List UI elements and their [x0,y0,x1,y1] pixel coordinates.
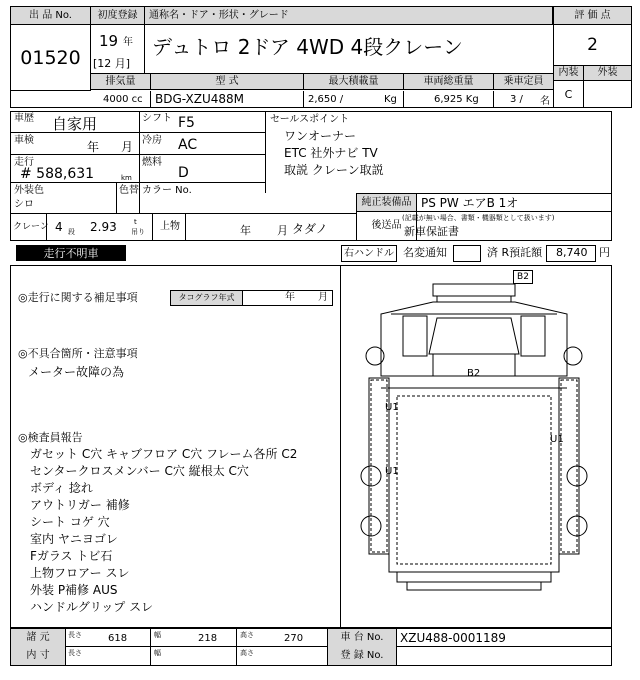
model-code-label: 型 式 [151,74,304,89]
inspector-line: シート コゲ 穴 [30,515,110,529]
name-change-box [453,245,481,262]
width-label: 幅 [154,631,161,639]
grade-label: 評 価 点 [554,7,631,25]
damage-diagram [340,265,612,628]
sales-point-line: ETC 社外ナビ TV [284,146,378,160]
inspector-line: 外装 P補修 AUS [30,583,118,597]
in-length-label: 長さ [68,649,82,657]
in-width-label: 幅 [154,649,161,657]
equipment-label: 純正装備品 [357,194,417,212]
crane-capacity: 2.93 [90,220,117,234]
history-value: 自家用 [52,115,98,133]
crane-steps-unit: 段 [68,228,75,236]
inspector-line: アウトリガー 補修 [30,498,130,512]
sales-point-line: 取説 クレーン取説 [284,163,384,177]
interior-grade-label: 内装 [554,65,584,81]
mileage-value: # 588,631 [20,166,95,182]
gross-weight-label: 車両総重量 [404,74,494,89]
tachograph-year: 年 [285,292,295,303]
inspector-line: ボディ 捻れ [30,481,93,495]
height-label: 高さ [240,631,254,639]
footer-row-1 [11,628,611,647]
mileage-unit: km [121,174,132,182]
year-divider [144,25,145,73]
dims-label: 諸 元 [11,629,66,647]
crane-capacity-unit-top: t [134,218,137,226]
chassis-label: 車 台 No. [327,629,397,647]
mileage-note-label: ◎走行に関する補足事項 [18,291,138,304]
year-value: 19 [99,32,119,50]
crane-month: 月 [277,224,288,237]
color-divider [116,183,117,213]
height-value: 270 [284,633,304,644]
crane-year: 年 [240,224,251,237]
month-value: [12 月] [93,57,131,70]
lot-number: 01520 [11,25,91,91]
in-height-label: 高さ [240,649,254,657]
sales-point-line: ワンオーナー [284,129,357,143]
mark-u1-right: U1 [550,434,564,445]
defects-label: ◎不具合箇所・注意事項 [18,347,138,360]
equipment-value: PS PW エアB 1オ [417,194,612,212]
tachograph-month: 月 [318,292,328,303]
crane-label-divider [46,213,47,240]
first-reg-label: 初度登録 [91,7,145,25]
steering-badge: 右ハンドル [341,245,397,262]
color-no-label: 色替 [119,185,139,196]
inspector-line: ハンドルグリップ スレ [30,600,154,614]
shift-label: シフト [142,113,172,124]
crane-steps: 4 [55,220,63,234]
model-code-value: BDG-XZU488M [151,91,304,107]
crane-upper-label: 上物 [160,221,180,232]
capacity-label: 乗車定員 [503,75,544,87]
sales-points-label: セールスポイント [270,114,350,125]
inspector-label: ◎検査員報告 [18,431,83,444]
max-load-value: 2,650 / [308,93,344,105]
mark-b2-roof: B2 [467,368,481,379]
warranty-note: (記載が無い場合、書類・機器類として扱います) [402,214,555,222]
unknown-mileage-badge: 走行不明車 [16,245,126,261]
fuel-label: 燃料 [142,157,162,168]
interior-grade: C [554,81,584,107]
mark-b2-box: B2 [513,270,533,284]
footer-divider-2 [236,628,237,666]
capacity-unit: 名 [540,95,550,107]
tachograph-label: タコグラフ年式 [171,291,243,305]
crane-upper-divider [152,213,153,240]
name-change-label: 名変通知 [403,246,447,259]
warranty-label: 後送品 [357,212,417,240]
capacity-value: 3 / [510,93,523,105]
reg-label: 登 録 No. [327,647,397,665]
crane-label: クレーン [13,222,49,232]
displacement-value: 4000 cc [91,91,151,107]
color-label: 外装色 [14,185,44,196]
inspector-report-list [30,446,297,616]
crane-upper-divider-2 [185,213,186,240]
inspector-line: 上物フロアー スレ [30,566,130,580]
crane-maker: タダノ [292,222,328,236]
footer-divider-1 [150,628,151,666]
truck-outline-icon [341,266,613,629]
ac-label: 冷房 [142,135,162,146]
inspector-line: ガセット C穴 キャブフロア C穴 フレーム各所 C2 [30,447,298,461]
crane-capacity-unit-bottom: 吊り [131,228,145,236]
length-value: 618 [108,633,128,644]
model-name: デュトロ 2ドア 4WD 4段クレーン [152,35,463,59]
inspector-line: 室内 ヤニヨゴレ [30,532,118,546]
inspection-label: 車検 [14,135,34,146]
grade-value: 2 [587,35,598,55]
defect-line: メーター故障の為 [28,365,125,379]
mileage-label: 走行 [14,157,34,168]
history-label: 車歴 [14,113,34,124]
inspection-month: 月 [121,140,134,154]
interior-dims-label: 内 寸 [11,647,66,665]
displacement-label: 排気量 [91,74,151,89]
title-fields-label: 通称名・ドア・形状・グレード [145,7,553,25]
exterior-grade [584,81,631,107]
gross-weight-value: 6,925 Kg [404,91,494,107]
fuel-value: D [178,165,189,181]
width-value: 218 [198,633,218,644]
recycle-amount: 8,740 [556,246,588,259]
color-value: シロ [14,199,34,210]
chassis-value: XZU488-0001189 [400,631,506,645]
exterior-grade-label: 外装 [584,65,631,81]
lot-bottom-line [11,90,91,91]
inspector-line: センタークロスメンバー C穴 縦根太 C穴 [30,464,249,478]
sales-divider [265,111,266,193]
inspector-line: Fガラス トビ石 [30,549,113,563]
warranty-value: 新車保証書 [404,225,459,238]
recycle-label: 済 R預託額 [487,246,543,259]
length-label: 長さ [68,631,82,639]
max-load-label: 最大積載量 [304,74,404,89]
mark-u1-left-top: U1 [385,402,399,413]
max-load-unit: Kg [374,91,404,107]
inspection-year: 年 [87,140,100,154]
color-number: カラー No. [142,185,192,196]
ac-value: AC [178,137,198,153]
crane-top-line [11,213,356,214]
lot-label: 出 品 No. [11,7,91,25]
sales-points-list [284,128,384,179]
recycle-unit: 円 [599,246,610,259]
shift-value: F5 [178,115,195,131]
mark-u1-left-bottom: U1 [385,466,399,477]
year-unit: 年 [123,37,133,48]
